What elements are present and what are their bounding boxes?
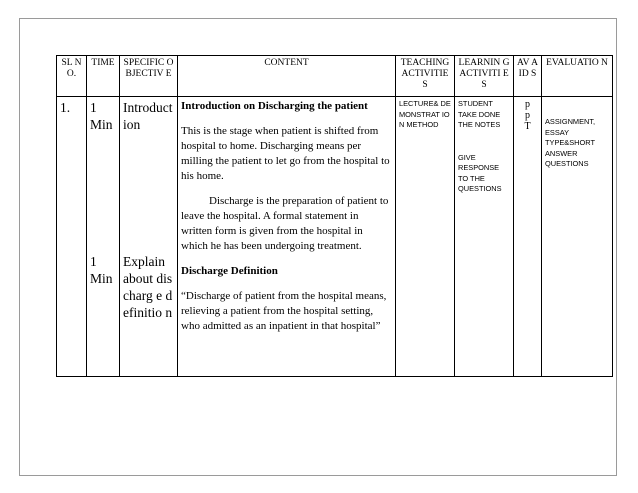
header-sl-no: SL NO. — [57, 56, 87, 97]
objective-cell — [120, 97, 178, 377]
content-heading-2: Discharge Definition — [181, 265, 278, 277]
objective-2: Explain about discharg e definitio n — [123, 254, 173, 320]
time-1-unit: Min — [90, 117, 113, 132]
header-content: CONTENT — [178, 56, 396, 97]
header-learning: LEARNIN G ACTIVITI ES — [455, 56, 514, 97]
table-row — [57, 97, 613, 377]
header-evaluation: EVALUATIO N — [542, 56, 613, 97]
content-cell — [178, 97, 396, 377]
sl-no-value: 1. — [60, 100, 71, 115]
teaching-method: LECTURE& DEMONSTRAT ION METHOD — [399, 99, 451, 129]
time-2-unit: Min — [90, 271, 113, 286]
content-paragraph-3: “Discharge of patient from the hospital means, relieving a patient from the hospital setting, who admitted as an inpatient in that hospital” — [181, 290, 387, 332]
av-aid-letter-2: p — [525, 110, 530, 121]
sl-no-cell — [57, 97, 87, 377]
header-av-aids: AV AID S — [514, 56, 542, 97]
objective-1: Introduct ion — [123, 100, 173, 132]
learning-activity-1: STUDENT TAKE DONE THE NOTES — [458, 99, 501, 129]
content-paragraph-1: This is the stage when patient is shifted from hospital to home. Discharging means per milling the patient to let go from the hospital to his home. — [181, 125, 390, 182]
av-aid-letter-3: T — [524, 121, 531, 132]
evaluation-methods: ASSIGNMENT, ESSAY TYPE&SHORT ANSWER QUESTIONS — [545, 117, 596, 168]
lesson-plan-table — [56, 55, 613, 377]
learning-cell — [455, 97, 514, 377]
time-1-number: 1 — [90, 100, 97, 115]
time-cell — [87, 97, 120, 377]
time-2-number: 1 — [90, 254, 97, 269]
evaluation-cell — [542, 97, 613, 377]
content-paragraph-2: Discharge is the preparation of patient to leave the hospital. A formal statement in written form is given from the hospital in which he has been undergoing treatment. — [181, 195, 389, 252]
header-objective: SPECIFIC OBJECTIV E — [120, 56, 178, 97]
content-heading: Introduction on Discharging the patient — [181, 100, 368, 112]
av-aid-letter-1: p — [525, 99, 530, 110]
header-row — [57, 56, 613, 97]
av-aids-cell — [514, 97, 542, 377]
teaching-cell — [396, 97, 455, 377]
header-time: TIME — [87, 56, 120, 97]
learning-activity-2: GIVE RESPONSE TO THE QUESTIONS — [458, 152, 502, 193]
header-teaching: TEACHING ACTIVITIE S — [396, 56, 455, 97]
